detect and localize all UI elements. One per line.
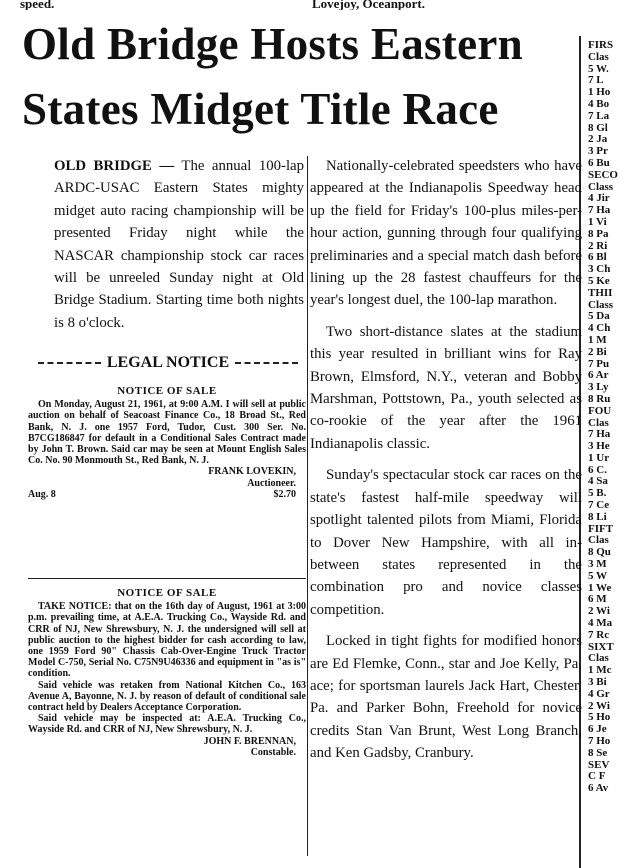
- side-fragment: 1 Vi: [588, 215, 607, 228]
- side-fragment: 4 Gr: [588, 687, 610, 700]
- side-fragment: 7 La: [588, 109, 610, 122]
- notice2-body3: Said vehicle may be inspected at: A.E.A. Trucking Co., Wayside Rd. and CRR of NJ, New Shrewsbury, N. J.: [28, 713, 306, 736]
- side-fragment: 4 Jir: [588, 192, 610, 205]
- top-clipped-strip: [0, 0, 580, 10]
- side-fragment: 1 M: [588, 333, 607, 346]
- side-fragment: 2 Wi: [588, 605, 610, 618]
- side-fragment: Clas: [588, 50, 609, 63]
- side-fragment: 7 Ha: [588, 428, 611, 441]
- side-fragment: SECO: [588, 168, 618, 181]
- side-fragment: 7 Ha: [588, 204, 611, 217]
- side-fragment: 6 Ar: [588, 369, 609, 382]
- side-fragment: 7 L: [588, 74, 604, 87]
- story-paragraph: Locked in tight fights for modified honors are Ed Flemke, Conn., star and Joe Kelly, Pa. ace; for sportsman laurels Jack Hart, Chester, Pa. and Parker Bohn, Freehold for novice credits Stan Van Brunt, West Long Branch, and Ken Gadsby, Cranbury.: [310, 633, 582, 762]
- side-fragment: 4 Ma: [588, 617, 613, 630]
- notice1-fee: $2.70: [273, 488, 296, 500]
- side-fragment: 8 Pa: [588, 227, 609, 240]
- side-fragment: 1 Mc: [588, 664, 612, 677]
- side-fragment: 7 Ho: [588, 735, 611, 748]
- side-fragment: SEV: [588, 758, 610, 771]
- side-fragment: 8 Gl: [588, 121, 608, 134]
- side-fragment: 2 Ja: [588, 133, 608, 146]
- side-fragment: 5 W.: [588, 62, 609, 75]
- story-column: [310, 155, 582, 774]
- notice2-body1: TAKE NOTICE: that on the 16th day of August, 1961 at 3:00 p.m. prevailing time, at A.E.A. Trucking Co., Wayside Rd. and CRR of NJ, New Shrewsbury, N. J. the undersigned will sell at public auction to the highest bidder for cash according to law, one 1959 Ford 90" Chassis Cab-Over-Engine Truck Tractor Model C-750, Serial No. C75N9U46336 and equipment in "as is" condition.: [28, 601, 306, 680]
- side-fragment: 1 Ho: [588, 86, 611, 99]
- notice2-signer: JOHN F. BRENNAN,: [203, 735, 296, 747]
- story-paragraph: Sunday's spectacular stock car races on the state's fastest half-mile speedway will spotlight talented pilots from Miami, Florida to Dover New Hampshire, with all in-between states represented in the combination pro and novice classes competition.: [310, 467, 582, 618]
- side-fragment: 3 He: [588, 440, 610, 453]
- dateline: OLD BRIDGE —: [54, 158, 175, 174]
- notice1-body: On Monday, August 21, 1961, at 9:00 A.M. I will sell at public auction on behalf of Seacoast Finance Co., 18 Broad St., Red Bank, N. J. one 1957 Ford, Tudor, Cust. 300 Ser. No. B7CG186847 for default in a Conditional Sales Contract made by John T. Brown. Said car may be seen at Mount English Sales Co. No. 90 Monmouth St., Red Bank, N. J.: [28, 399, 306, 467]
- side-fragment: Clas: [588, 534, 609, 547]
- side-fragment: 5 B.: [588, 487, 607, 500]
- side-fragment: 6 Bl: [588, 251, 607, 264]
- side-fragment: 5 W: [588, 569, 608, 582]
- side-fragment: 3 Bi: [588, 676, 607, 689]
- top-left-fragment: speed.: [20, 0, 55, 10]
- side-fragment: 8 Ru: [588, 392, 611, 405]
- notice1-footer: [28, 489, 306, 500]
- notice2-title: NOTICE OF SALE: [117, 587, 217, 599]
- legal-notice-title: LEGAL NOTICE: [106, 354, 230, 371]
- notice2-body2: Said vehicle was retaken from National Kitchen Co., 163 Avenue A, Bayonne, N. J. by reason of default of conditional sale contract held by Dealers Acceptance Corporation.: [28, 679, 306, 714]
- story-paragraph: Nationally-celebrated speedsters who have appeared at the Indianapolis Speedway head up the field for Friday's 100-plus miles-per-hour action, gunning through four qualifying preliminaries and a special match dash before lining up the 28 fastest chauffeurs for the year's longest duel, the 100-lap marathon.: [310, 158, 582, 309]
- side-fragment: 1 We: [588, 581, 612, 594]
- side-fragment: 3 Pr: [588, 145, 608, 158]
- side-fragment: Class: [588, 180, 614, 193]
- header-rule-right: [235, 362, 298, 364]
- side-fragment: 6 Je: [588, 723, 607, 736]
- lead-text: The annual 100-lap ARDC-USAC Eastern States mighty midget auto racing championship will be presented Friday night while the NASCAR championship stock car races will be unreeled Sunday night at Old Bridge Stadium. Starting time both nights is 8 o'clock.: [54, 158, 305, 331]
- lead-paragraph: [54, 155, 304, 334]
- notice2-signer-title: Constable.: [250, 746, 296, 758]
- side-fragment: C F: [588, 770, 606, 783]
- side-fragment: 6 Av: [588, 782, 609, 795]
- clipped-results-column: [588, 40, 620, 795]
- side-fragment: 5 Ho: [588, 711, 611, 724]
- side-fragment: Clas: [588, 652, 609, 665]
- notice-of-sale-2: [28, 584, 306, 758]
- side-fragment: 4 Ch: [588, 322, 611, 335]
- side-fragment: 3 Ch: [588, 263, 611, 276]
- side-fragment: 7 Ce: [588, 499, 610, 512]
- side-fragment: 8 Se: [588, 746, 608, 759]
- side-fragment: 2 Wi: [588, 699, 610, 712]
- column-rule-center: [307, 156, 308, 856]
- side-fragment: 3 Ly: [588, 381, 609, 394]
- lead-column: [54, 155, 304, 343]
- notice1-signer: FRANK LOVEKIN,: [208, 466, 296, 478]
- side-fragment: THII: [588, 286, 613, 299]
- side-fragment: 8 Li: [588, 510, 607, 523]
- side-fragment: 8 Qu: [588, 546, 611, 559]
- side-fragment: 5 Da: [588, 310, 610, 323]
- notice-of-sale-1: [28, 382, 306, 500]
- side-fragment: 2 Ri: [588, 239, 608, 252]
- notice1-title: NOTICE OF SALE: [117, 385, 217, 397]
- legal-notice-header: [32, 352, 304, 374]
- side-fragment: Clas: [588, 416, 609, 429]
- side-fragment: 3 M: [588, 558, 607, 571]
- side-fragment: SIXT: [588, 640, 614, 653]
- side-fragment: 1 Ur: [588, 451, 610, 464]
- side-fragment: 4 Bo: [588, 97, 610, 110]
- side-fragment: 7 Pu: [588, 357, 610, 370]
- side-fragment: 6 C.: [588, 463, 607, 476]
- side-fragment: 5 Ke: [588, 274, 610, 287]
- story-paragraph: Two short-distance slates at the stadium this year resulted in brilliant wins for Ray Brown, Elmsford, N.Y., veteran and Bobby Marshman, Pottstown, Pa., youth selected as co-rookie of the year after the 1961 Indianapolis classic.: [310, 323, 582, 452]
- side-fragment: FOU: [588, 404, 612, 417]
- side-fragment: FIRS: [588, 40, 614, 51]
- top-right-fragment: Lovejoy, Oceanport.: [312, 0, 426, 10]
- side-fragment: FIFT: [588, 522, 614, 535]
- side-fragment: 7 Rc: [588, 628, 610, 641]
- notice1-signer-title: Auctioneer.: [247, 477, 296, 489]
- side-fragment: 2 Bi: [588, 345, 607, 358]
- headline: Old Bridge Hosts Eastern States Midget Title Race: [22, 19, 523, 134]
- side-fragment: Class: [588, 298, 614, 311]
- side-fragment: 6 Bu: [588, 156, 610, 169]
- header-rule-left: [38, 362, 101, 364]
- side-fragment: 4 Sa: [588, 475, 608, 488]
- notice1-date: Aug. 8: [28, 488, 56, 500]
- notice-divider: [28, 578, 306, 579]
- side-fragment: 6 M: [588, 593, 607, 606]
